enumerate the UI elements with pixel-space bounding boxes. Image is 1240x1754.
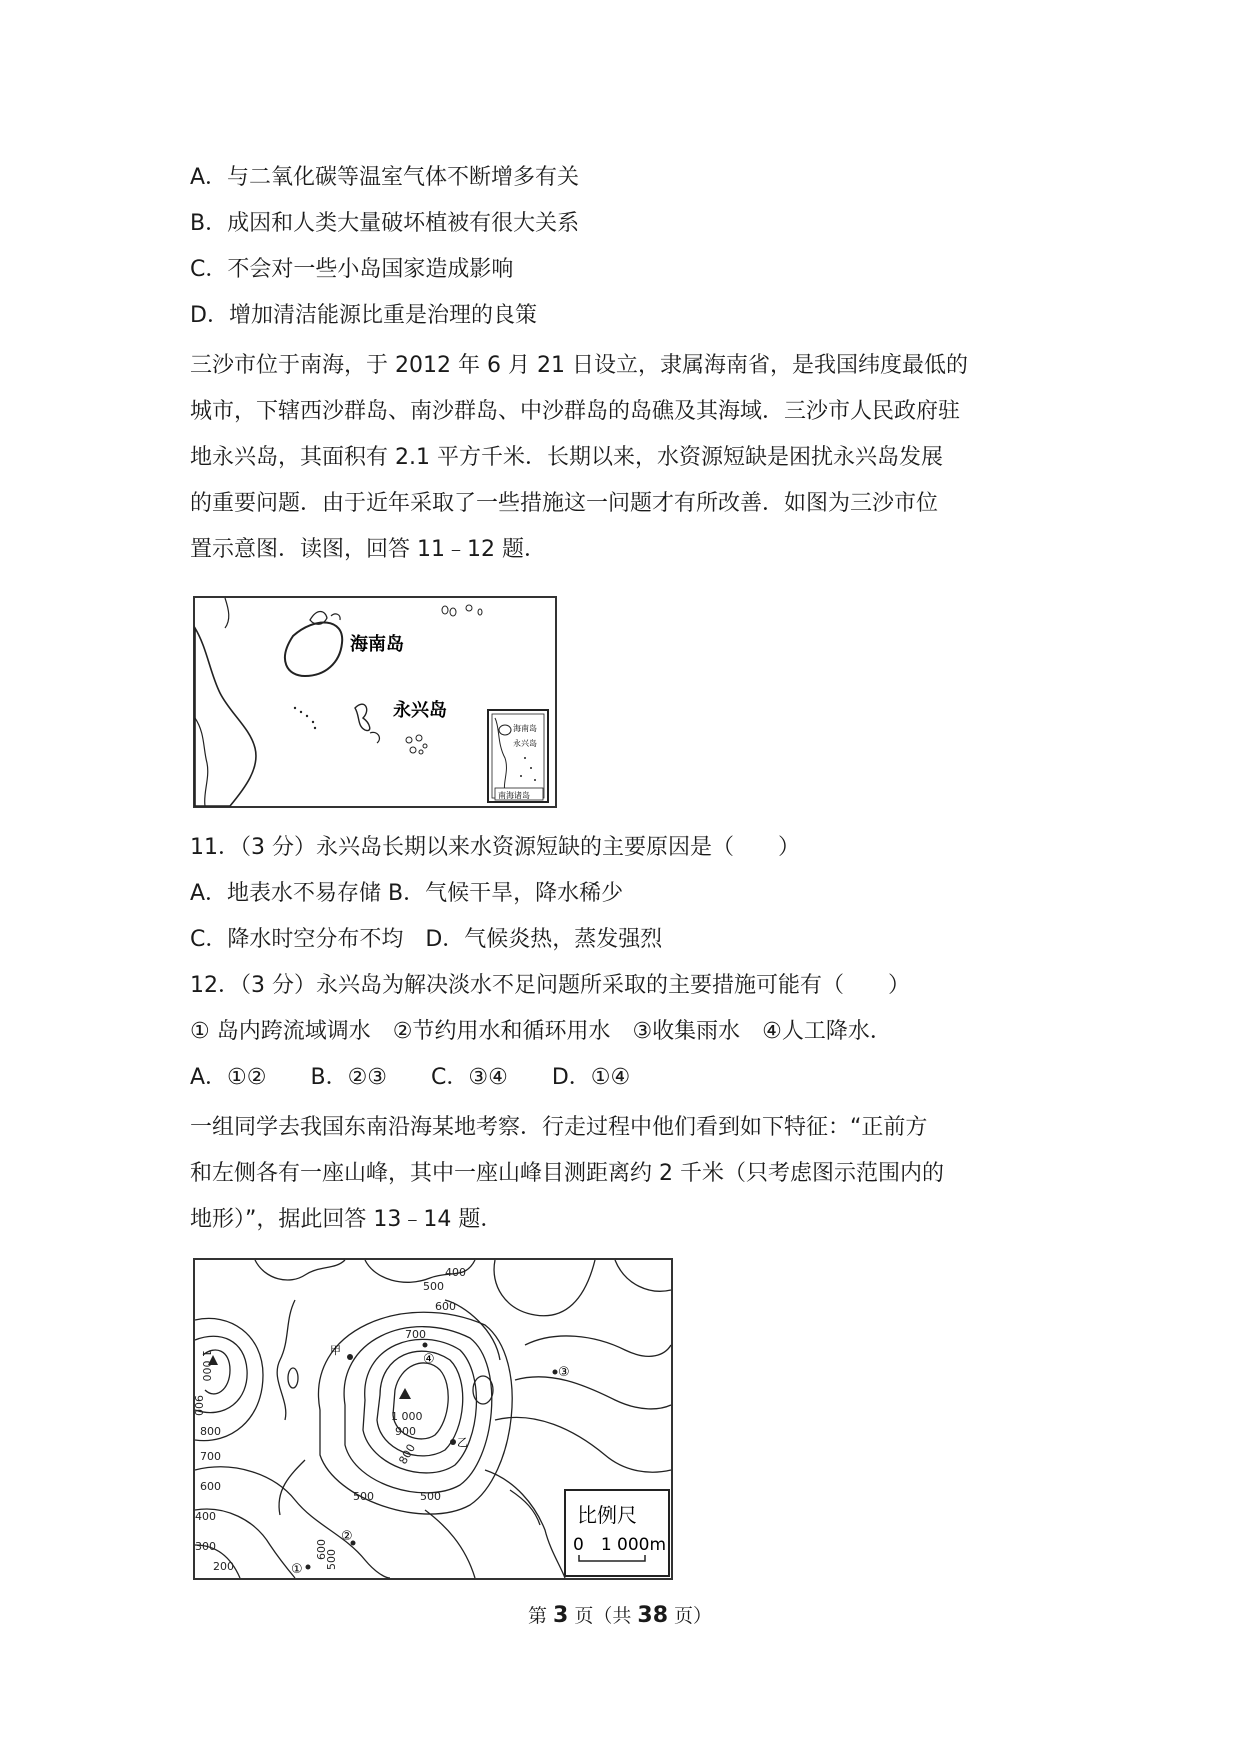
q11-options-row2: C．降水时空分布不均 D．气候炎热，蒸发强烈 bbox=[190, 927, 663, 952]
contour-label: 500 bbox=[353, 1490, 374, 1503]
contour-label: 700 bbox=[200, 1450, 221, 1463]
contour-label: 800 bbox=[396, 1441, 419, 1467]
q12-options: A．①② B．②③ C．③④ D．①④ bbox=[190, 1065, 631, 1090]
footer-page-number: 3 bbox=[552, 1603, 569, 1628]
contour-label: 1 000 bbox=[391, 1410, 423, 1423]
contour-map-svg bbox=[192, 1260, 671, 1578]
label-yongxing: 永兴岛 bbox=[393, 700, 447, 721]
passage-field-trip bbox=[190, 1105, 1050, 1243]
point-jia-dot bbox=[347, 1354, 353, 1360]
scale-bar bbox=[565, 1490, 669, 1576]
passage-line: 一组同学去我国东南沿海某地考察．行走过程中他们看到如下特征：“正前方 bbox=[190, 1115, 928, 1140]
contour-label: 500 bbox=[325, 1549, 338, 1570]
marker-4: ④ bbox=[423, 1352, 435, 1367]
marker-1: ① bbox=[291, 1562, 303, 1577]
option-c: C．不会对一些小岛国家造成影响 bbox=[190, 257, 514, 282]
option-b: B．成因和人类大量破坏植被有很大关系 bbox=[190, 211, 580, 236]
scale-title: 比例尺 bbox=[577, 1503, 637, 1527]
marker-2: ② bbox=[341, 1529, 353, 1544]
contour-label: 500 bbox=[420, 1490, 441, 1503]
contour-label: 200 bbox=[213, 1560, 234, 1573]
q12-stem: 12．（3 分）永兴岛为解决淡水不足问题所采取的主要措施可能有（ ） bbox=[190, 973, 910, 998]
passage-line: 地形）”，据此回答 13﹣14 题． bbox=[190, 1207, 503, 1232]
page-footer bbox=[0, 1601, 1240, 1628]
q12-items: ① 岛内跨流域调水 ②节约用水和循环用水 ③收集雨水 ④人工降水． bbox=[190, 1019, 892, 1044]
footer-total-pages: 38 bbox=[637, 1603, 669, 1628]
passage-line: 城市，下辖西沙群岛、南沙群岛、中沙群岛的岛礁及其海域．三沙市人民政府驻 bbox=[190, 399, 961, 424]
contour-label: 600 bbox=[315, 1539, 328, 1560]
footer-pre: 第 bbox=[527, 1605, 553, 1627]
contour-label: 600 bbox=[435, 1300, 456, 1313]
scale-label: 0 1 000m bbox=[573, 1535, 667, 1555]
point-yi-dot bbox=[450, 1439, 456, 1445]
contour-label: 500 bbox=[423, 1280, 444, 1293]
option-a: A．与二氧化碳等温室气体不断增多有关 bbox=[190, 165, 580, 190]
contour-map bbox=[193, 1258, 673, 1580]
passage-line: 地永兴岛，其面积有 2.1 平方千米．长期以来，水资源短缺是困扰永兴岛发展 bbox=[190, 445, 943, 470]
inset-label-hainan: 海南岛 bbox=[513, 724, 537, 733]
contour-label: 800 bbox=[200, 1425, 221, 1438]
sansha-location-map bbox=[193, 596, 557, 808]
marker-3: ③ bbox=[558, 1365, 570, 1380]
passage-line: 三沙市位于南海，于 2012 年 6 月 21 日设立，隶属海南省，是我国纬度最低的 bbox=[190, 353, 968, 378]
inset-label-south: 南海诸岛 bbox=[498, 791, 530, 800]
q11-options-row1: A．地表水不易存储 B．气候干旱，降水稀少 bbox=[190, 881, 624, 906]
passage-line: 和左侧各有一座山峰，其中一座山峰目测距离约 2 千米（只考虑图示范围内的 bbox=[190, 1161, 944, 1186]
contour-label: 700 bbox=[405, 1328, 426, 1341]
point-jia-label: 甲 bbox=[330, 1344, 341, 1357]
sansha-map-svg bbox=[195, 598, 555, 806]
contour-label: 400 bbox=[195, 1510, 216, 1523]
footer-post: 页） bbox=[668, 1605, 713, 1627]
contour-label: 600 bbox=[200, 1480, 221, 1493]
passage-line: 的重要问题．由于近年采取了一些措施这一问题才有所改善．如图为三沙市位 bbox=[190, 491, 939, 516]
passage-sansha bbox=[190, 343, 1050, 573]
footer-mid: 页（共 bbox=[568, 1605, 638, 1627]
option-d: D．增加清洁能源比重是治理的良策 bbox=[190, 303, 537, 328]
contour-label: 1 000 bbox=[200, 1350, 213, 1382]
inset-label-yongxing: 永兴岛 bbox=[513, 739, 537, 748]
contour-label: 300 bbox=[195, 1540, 216, 1553]
contour-label: 900 bbox=[395, 1425, 416, 1438]
passage-line: 置示意图．读图，回答 11﹣12 题． bbox=[190, 537, 546, 562]
contour-label: 400 bbox=[445, 1266, 466, 1279]
peak-icon bbox=[399, 1388, 411, 1399]
contour-label: 900 bbox=[192, 1395, 205, 1416]
inset-map bbox=[488, 710, 548, 802]
point-yi-label: 乙 bbox=[457, 1436, 468, 1449]
label-hainan: 海南岛 bbox=[350, 634, 404, 655]
q11-stem: 11．（3 分）永兴岛长期以来水资源短缺的主要原因是（ ） bbox=[190, 835, 800, 860]
